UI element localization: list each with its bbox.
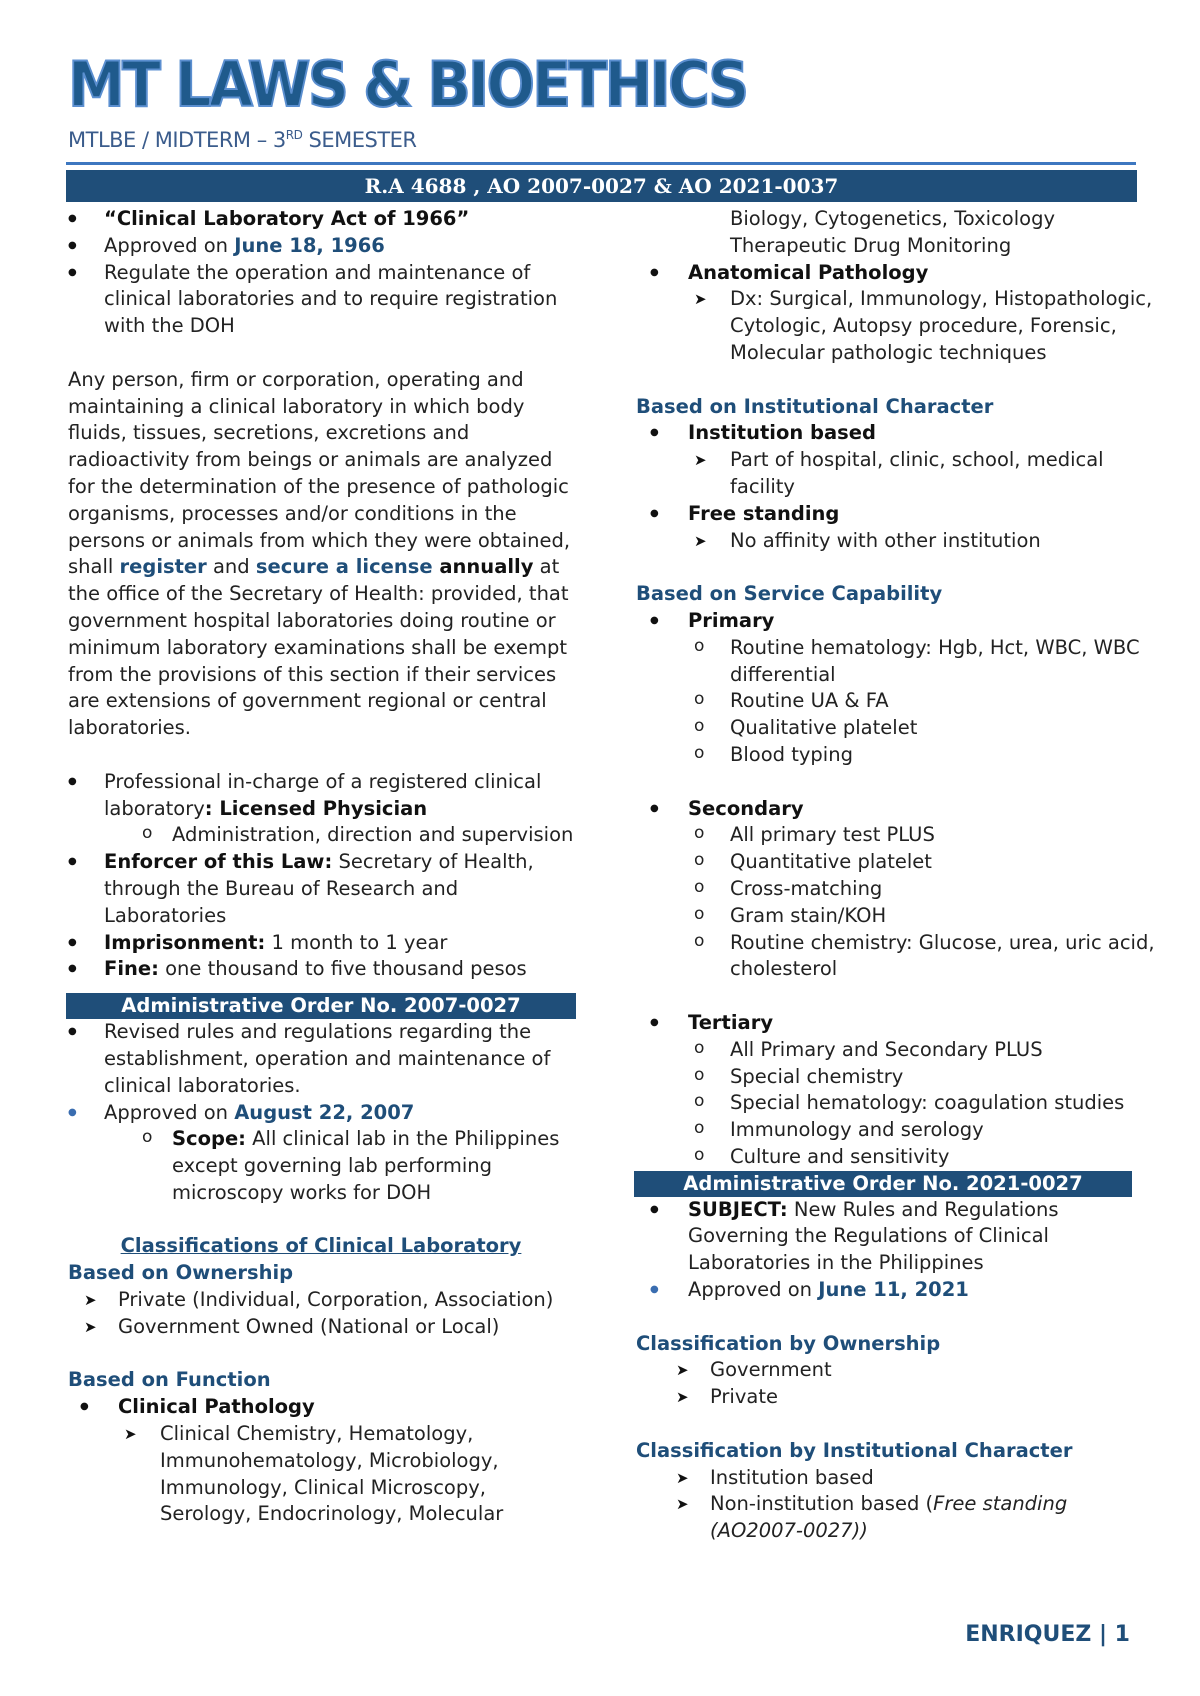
header-rule — [66, 162, 1136, 165]
list-item: ● Imprisonment: 1 month to 1 year — [66, 930, 576, 957]
list-item: ➤ Government — [636, 1357, 1156, 1384]
list-item: o Special chemistry — [636, 1064, 1156, 1091]
list-item: ● Approved on June 18, 1966 — [66, 233, 576, 260]
list-item: ➤ Clinical Chemistry, Hematology, Immunohematology, Microbiology, Immunology, Clinical Microscopy, Serology, Endocrinology, Molecular — [66, 1421, 576, 1528]
list-item: ● Enforcer of this Law: Secretary of Health, through the Bureau of Research and Laboratories — [66, 849, 576, 929]
list-item: o Routine hematology: Hgb, Hct, WBC, WBC differential — [636, 635, 1156, 689]
page-footer: ENRIQUEZ | 1 — [965, 1622, 1130, 1647]
right-column — [636, 206, 1156, 1545]
document-subtitle: MTLBE / MIDTERM – 3RD SEMESTER — [68, 128, 417, 152]
list-item: o Special hematology: coagulation studies — [636, 1090, 1156, 1117]
section-band-ao2021: Administrative Order No. 2021-0027 — [634, 1171, 1132, 1197]
institutional-heading: Based on Institutional Character — [636, 394, 994, 418]
list-item: ● Secondary — [636, 796, 1156, 823]
function-heading: Based on Function — [68, 1368, 271, 1392]
service-capability-heading: Based on Service Capability — [636, 582, 943, 606]
list-item: o Immunology and serology — [636, 1117, 1156, 1144]
document-title: MT LAWS & BIOETHICS — [68, 48, 747, 121]
list-item: ● Approved on August 22, 2007 — [66, 1100, 576, 1127]
list-item: o Scope: All clinical lab in the Philippines except governing lab performing microscopy works for DOH — [66, 1126, 576, 1206]
left-column — [66, 206, 576, 1528]
list-item: o Routine chemistry: Glucose, urea, uric acid, cholesterol — [636, 930, 1156, 984]
list-item: ● Regulate the operation and maintenance of clinical laboratories and to require registration with the DOH — [66, 260, 576, 340]
list-item: ➤ Private — [636, 1384, 1156, 1411]
list-item: o Qualitative platelet — [636, 715, 1156, 742]
class-institutional-heading: Classification by Institutional Character — [636, 1438, 1073, 1462]
class-ownership-heading: Classification by Ownership — [636, 1331, 941, 1355]
ownership-heading: Based on Ownership — [68, 1261, 294, 1285]
list-item: ➤ Non-institution based (Free standing (AO2007-0027)) — [636, 1491, 1156, 1545]
list-item-continued: Biology, Cytogenetics, Toxicology — [730, 207, 1055, 230]
list-item: ● Tertiary — [636, 1010, 1156, 1037]
list-item: o All primary test PLUS — [636, 822, 1156, 849]
list-item: ➤ Private (Individual, Corporation, Association) — [66, 1287, 576, 1314]
topic-banner: R.A 4688 , AO 2007-0027 & AO 2021-0037 — [66, 170, 1137, 202]
list-item: o All Primary and Secondary PLUS — [636, 1037, 1156, 1064]
list-item: ● Approved on June 11, 2021 — [636, 1277, 1156, 1304]
list-item: o Routine UA & FA — [636, 688, 1156, 715]
list-item: ● Professional in-charge of a registered clinical laboratory: Licensed Physician — [66, 769, 576, 823]
list-item: ● Institution based — [636, 420, 1156, 447]
list-item: ● Revised rules and regulations regarding the establishment, operation and maintenance of clinical laboratories. — [66, 1019, 576, 1099]
classifications-heading: Classifications of Clinical Laboratory — [120, 1234, 522, 1258]
list-item: ➤ No affinity with other institution — [636, 528, 1156, 555]
list-item: ● “Clinical Laboratory Act of 1966” — [66, 206, 576, 233]
list-item: o Administration, direction and supervision — [66, 822, 576, 849]
list-item: ● Anatomical Pathology — [636, 260, 1156, 287]
list-item: o Gram stain/KOH — [636, 903, 1156, 930]
list-item: ● Fine: one thousand to five thousand pesos — [66, 956, 576, 983]
list-item-continued: Therapeutic Drug Monitoring — [730, 233, 1012, 257]
list-item: ➤ Dx: Surgical, Immunology, Histopathologic, Cytologic, Autopsy procedure, Forensic, Molecular pathologic techniques — [636, 286, 1156, 366]
list-item: ➤ Government Owned (National or Local) — [66, 1314, 576, 1341]
list-item: o Blood typing — [636, 742, 1156, 769]
list-item: o Culture and sensitivity — [636, 1144, 1156, 1171]
list-item: ➤ Institution based — [636, 1465, 1156, 1492]
section-band-ao2007: Administrative Order No. 2007-0027 — [66, 993, 576, 1019]
list-item: ● Clinical Pathology — [66, 1394, 576, 1421]
list-item: ● Primary — [636, 608, 1156, 635]
list-item: ● SUBJECT: New Rules and Regulations Governing the Regulations of Clinical Laboratories in the Philippines — [636, 1197, 1156, 1277]
list-item: o Cross-matching — [636, 876, 1156, 903]
list-item: ● Free standing — [636, 501, 1156, 528]
list-item: ➤ Part of hospital, clinic, school, medical facility — [636, 447, 1156, 501]
law-paragraph: Any person, firm or corporation, operating and maintaining a clinical laboratory in which body fluids, tissues, secretions, excretions and radioactivity from beings or animals are analyzed for the determination of the presence of pathologic organisms, processes and/or conditions in the persons or animals from which they were obtained, shall register and secure a license annually at the office of the Secretary of Health: provided, that government hospital laboratories doing routine or minimum laboratory examinations shall be exempt from the provisions of this section if their services are extensions of government regional or central laboratories. — [68, 367, 571, 740]
list-item: o Quantitative platelet — [636, 849, 1156, 876]
